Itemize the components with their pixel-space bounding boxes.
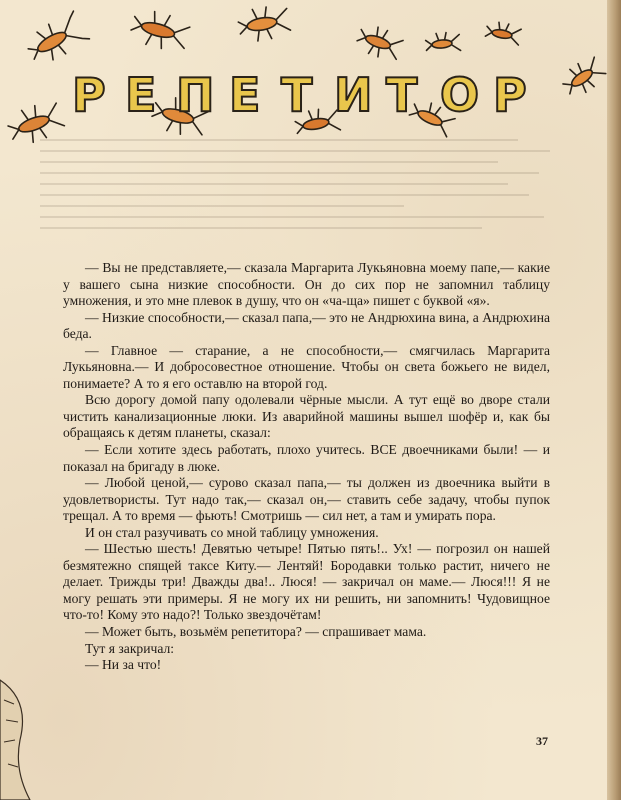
story-text	[63, 260, 550, 674]
paragraph: — Главное — старание, а не способности,— смягчилась Маргарита Лукьяновна.— И добросовестное отношение. Чтобы он света божьего не видел, понимаете? А то я его оставлю на второй год.	[63, 342, 550, 391]
crayfish-8	[5, 98, 66, 148]
title-letter: Р	[72, 68, 106, 122]
title-letter: О	[440, 68, 480, 122]
paragraph: — Любой ценой,— сурово сказал папа,— ты должен из двоечника выйти в удовлетвористы. Тут надо так,— сказал он,— ставить себе задачу, чтобы пупок трещал. А то время — фьють! Смотришь — сил нет, а там и умирать пора.	[63, 475, 550, 524]
paragraph: Всю дорогу домой папу одолевали чёрные мысли. А тут ещё во дворе стали чистить канализационные люки. Из аварийной машины вышел шофёр и, как бы обращаясь к детям планеты, сказал:	[63, 392, 550, 441]
title-letter: Е	[125, 68, 157, 122]
chapter-title	[72, 68, 542, 126]
crayfish-6	[485, 20, 522, 45]
title-letter: Е	[229, 68, 261, 122]
paragraph: И он стал разучивать со мной таблицу умножения.	[85, 524, 379, 540]
paragraph: — Шестью шесть! Девятью четыре! Пятью пять!.. Ух! — погрозил он нашей безмятежно спящей таксе Киту.— Лентяй! Бородавки только растит, ничего не делает. Трижды три! Дважды два!.. Люся! — закричал он маме.— Люся!!! Я не могу решать эти примеры. Я не могу их ни решить, ни запомнить! Чудовищное что-то! Кому это надо?! Только звездочётам!	[63, 541, 550, 623]
title-letter: Р	[493, 68, 527, 122]
crayfish-5	[425, 31, 461, 53]
paragraph: — Если хотите здесь работать, плохо учитесь. ВСЕ двоечниками были! — и показал на бригаду в люке.	[63, 442, 550, 474]
paragraph: — Вы не представляете,— сказала Маргарита Лукьяновна моему папе,— какие у вашего сына низкие способности. Он до сих пор не запомнил таблицу умножения, и это мне плевок в душу, что он «ча-ща» пишет с буквой «я».	[63, 260, 550, 309]
crayfish-4	[354, 22, 404, 63]
crayfish-7	[558, 54, 608, 100]
title-letter: И	[334, 68, 373, 122]
crayfish-2	[128, 7, 191, 54]
crayfish-3	[237, 4, 292, 44]
title-letter: П	[176, 68, 215, 122]
paragraph: Тут я закричал:	[85, 640, 175, 656]
corner-illustration	[0, 660, 60, 800]
page-number: 37	[536, 734, 548, 748]
title-letter: Т	[386, 68, 418, 122]
paragraph: — Низкие способности,— сказал папа,— это не Андрюхина вина, а Андрюхина беда.	[63, 309, 550, 342]
crayfish-1	[23, 10, 90, 68]
title-letter: Т	[281, 68, 313, 122]
paragraph: — Может быть, возьмём репетитора? — спрашивает мама.	[85, 624, 427, 640]
paragraph: — Ни за что!	[85, 657, 162, 673]
